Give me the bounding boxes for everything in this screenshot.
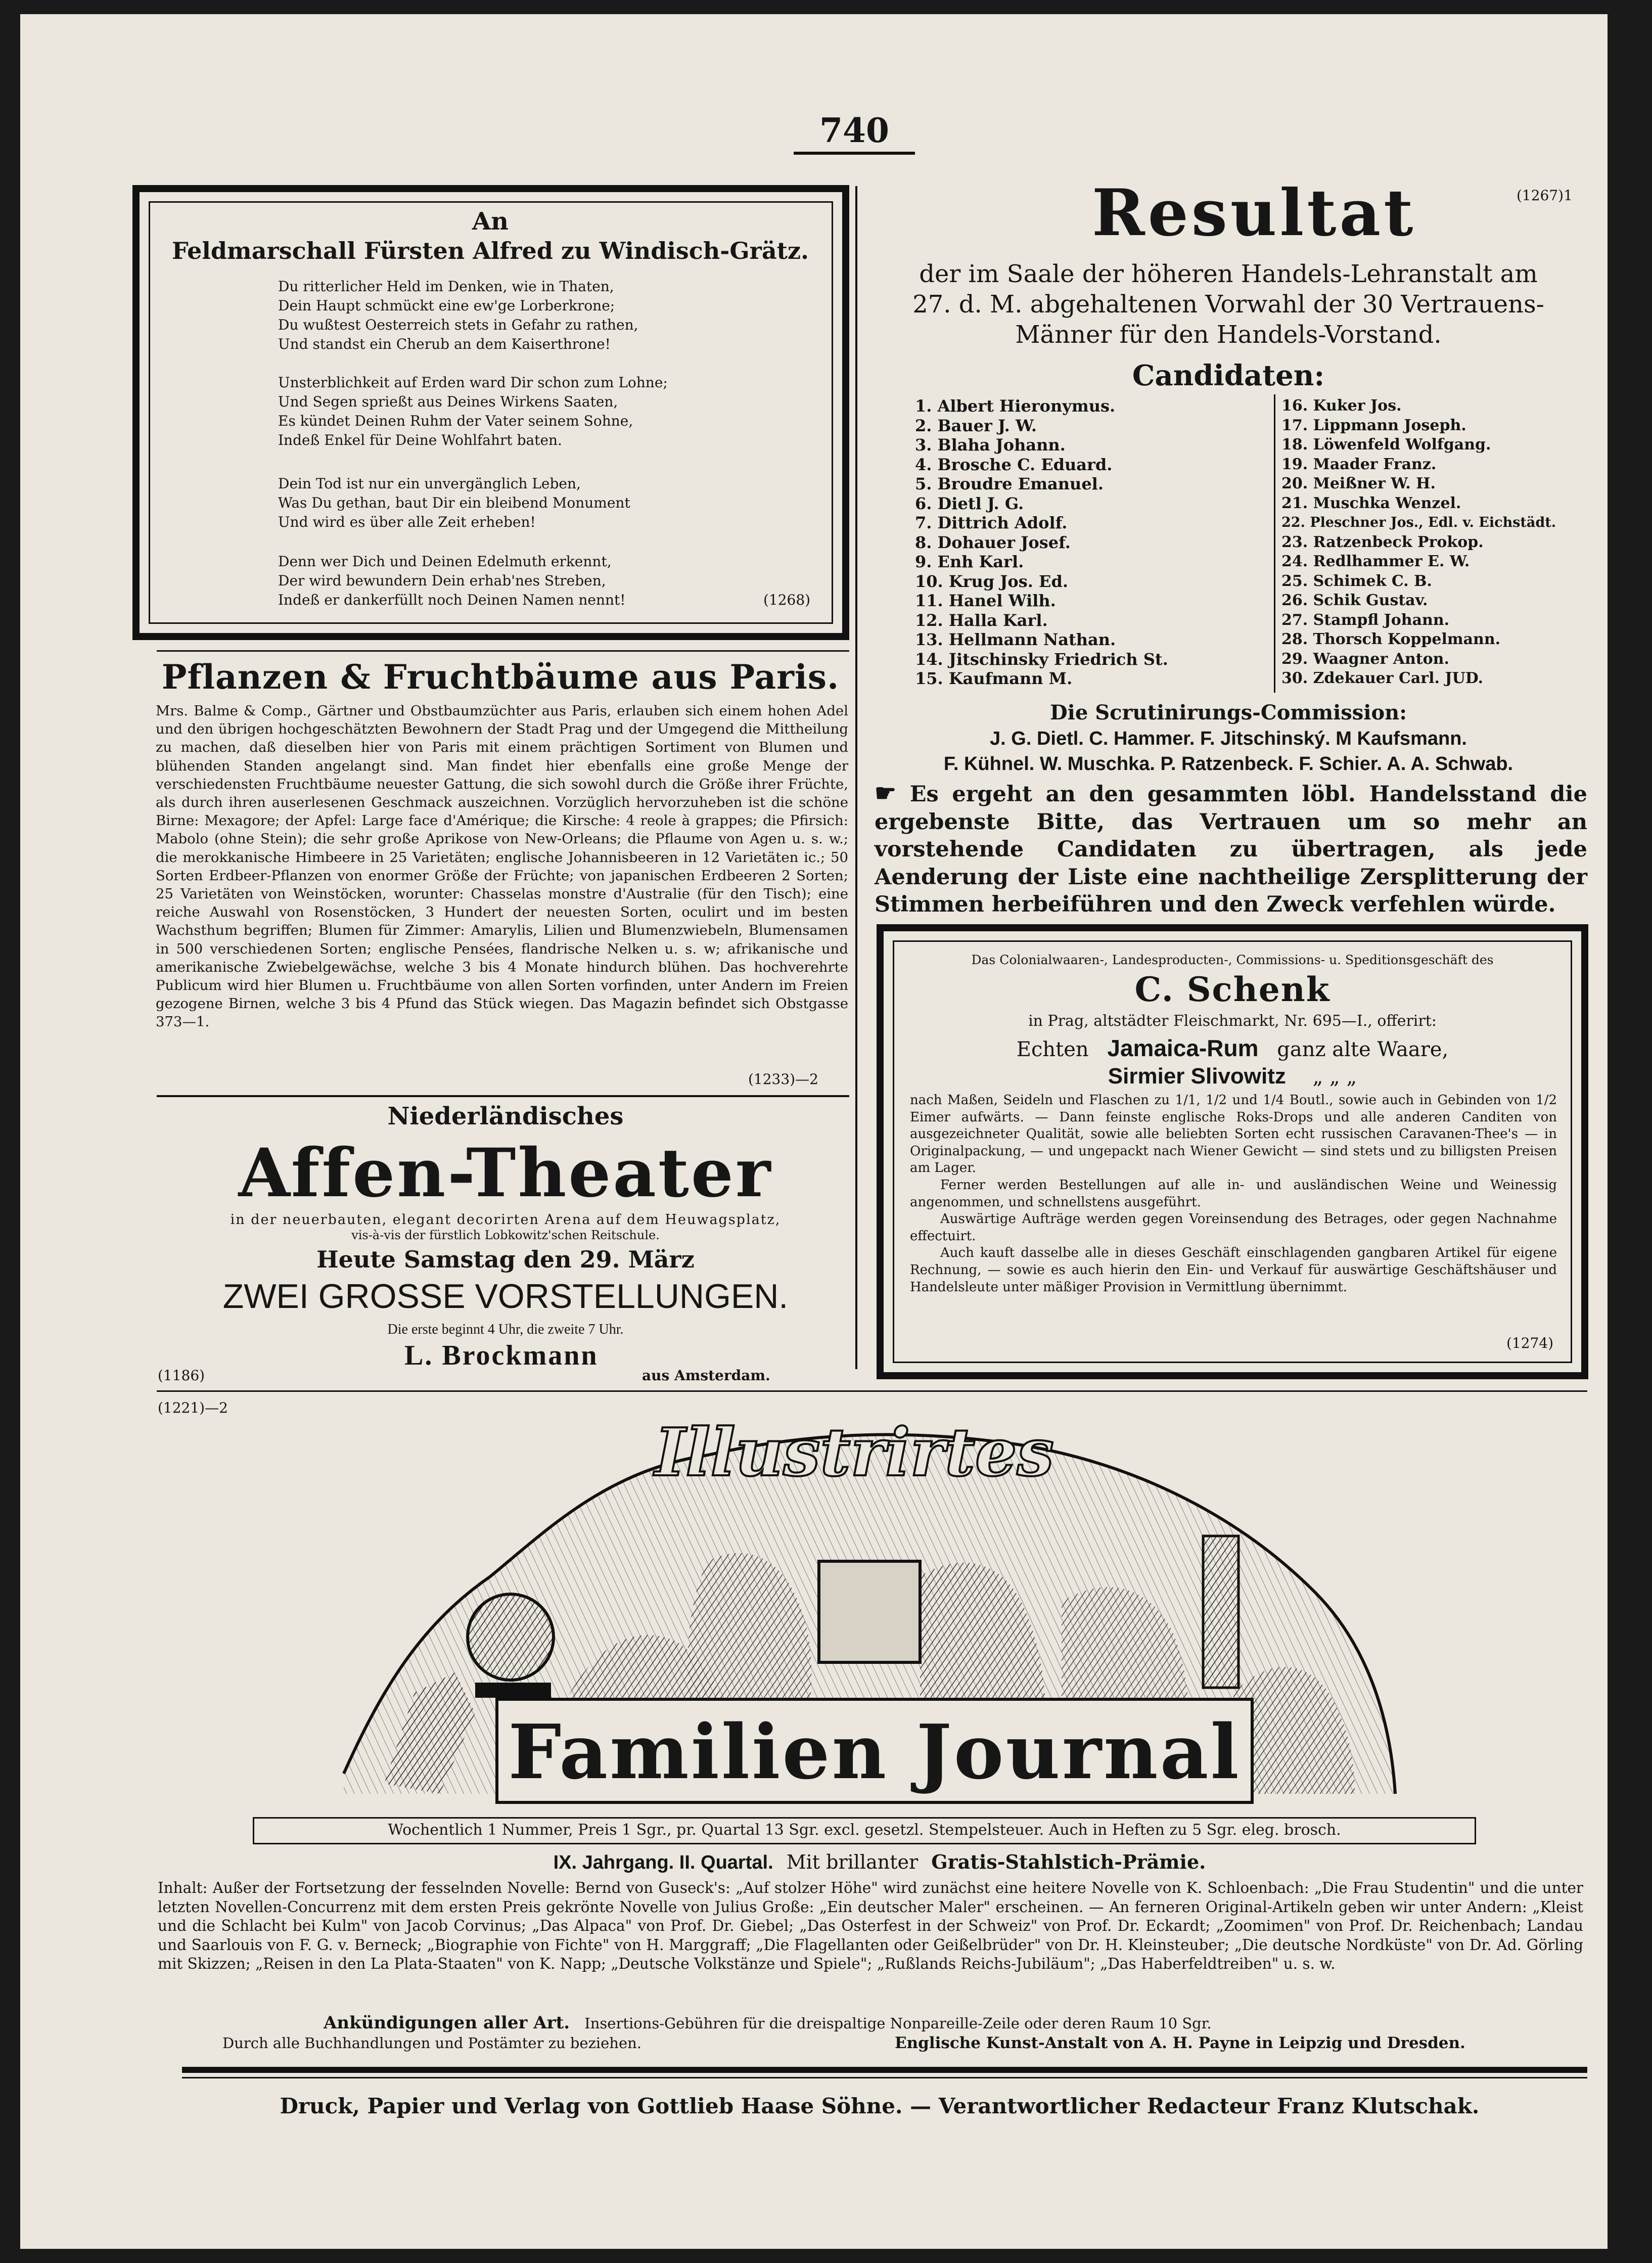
candidate-item: 1. Albert Hieronymus. — [915, 396, 1116, 416]
candidate-item: 7. Dittrich Adolf. — [915, 513, 1068, 532]
poem-line: Indeß Enkel für Deine Wohlfahrt baten. — [278, 432, 562, 448]
candidate-item: 22. Pleschner Jos., Edl. v. Eichstädt. — [1281, 515, 1556, 530]
page-number-rule — [794, 152, 915, 155]
footer-imprint: Druck, Papier und Verlag von Gottlieb Haase Söhne. — Verantwortlicher Redacteur Franz Klutschak. — [280, 2094, 1480, 2118]
schenk-paragraph: Auch kauft dasselbe alle in dieses Geschäft einschlagenden gangbaren Artikel für eigene Rechnung, — sowie es auch hierin den Ein- und Verkauf für auswärtige Geschäftshäuser und Handelsleute unter mäßiger Provision in Vermittlung übernimmt. — [910, 1245, 1557, 1295]
candidate-item: 8. Dohauer Josef. — [915, 532, 1071, 552]
footer-thick-rule — [182, 2067, 1587, 2073]
theater-line2: in der neuerbauten, elegant decorirten Arena auf dem Heuwagsplatz, — [230, 1212, 781, 1228]
candidate-item: 3. Blaha Johann. — [915, 435, 1066, 455]
journal-edition — [172, 1849, 1587, 1875]
poem-stanza-1 — [278, 277, 784, 354]
candidate-item: 4. Brosche C. Eduard. — [915, 455, 1113, 474]
journal-top-rule — [157, 1390, 1587, 1392]
candidates-heading: Candidaten: — [1132, 359, 1325, 392]
candidate-item: 16. Kuker Jos. — [1281, 397, 1402, 415]
theater-title: Affen-Theater — [238, 1134, 773, 1212]
candidate-item: 14. Jitschinsky Friedrich St. — [915, 649, 1168, 669]
result-subtitle-line: Männer für den Handels-Vorstand. — [1015, 321, 1442, 349]
poem-stanza-4 — [278, 552, 784, 610]
candidate-item: 23. Ratzenbeck Prokop. — [1281, 533, 1484, 551]
result-subtitle-line: 27. d. M. abgehaltenen Vorwahl der 30 Vertrauens- — [912, 290, 1544, 319]
journal-banner: Illustrirtes — [655, 1414, 1054, 1491]
poem-line: Indeß er dankerfüllt noch Deinen Namen nennt! — [278, 592, 626, 608]
plants-title: Pflanzen & Fruchtbäume aus Paris. — [161, 657, 840, 697]
column-divider — [855, 186, 857, 1369]
poem-title: Feldmarschall Fürsten Alfred zu Windisch-Grätz. — [171, 237, 809, 264]
journal-contents: Inhalt: Außer der Fortsetzung der fesselnden Novelle: Bernd von Guseck's: „Auf stolzer Höhe" wird zunächst eine heitere Novelle von K. Schloenbach: „Die Frau Studentin" und die unter letzten Novellen-Concurrenz mit dem ersten Preis gekrönte Novelle von Julius Große: „Ein deutscher Maler" erscheinen. — An ferneren Original-Artikeln geben wir unter Andern: „Kleist und die Schlacht bei Kulm" von Jacob Corvinus; „Das Alpaca" von Prof. Dr. Giebel; „Das Osterfest in der Schweiz" von Prof. Dr. Eckardt; „Zoomimen" von Prof. Dr. Reichenbach; Landau und Saarlouis von F. G. v. Berneck; „Biographie von Fichte" von H. Marggraff; „Die Flagellanten oder Geißelbrüder" von Dr. H. Kleinsteuber; „Die deutsche Nordküste" von Dr. Ad. Görling mit Skizzen; „Reisen in den La Plata-Staaten" von K. Napp; „Deutsche Volkstänze und Spiele"; „Rußlands Reichs-Jubiläum"; „Das Haberfeldtreiben" u. s. w. — [158, 1879, 1583, 1972]
theater-line1: Niederländisches — [387, 1102, 624, 1130]
schenk-intro: Das Colonialwaaren-, Landesproducten-, Commissions- u. Speditionsgeschäft des — [971, 953, 1494, 967]
page-number: 740 — [819, 111, 889, 150]
offer-jamaica-rum: Jamaica-Rum — [1107, 1035, 1259, 1061]
schenk-paragraph: Auswärtige Aufträge werden gegen Voreinsendung des Betrages, oder gegen Nachnahme effectuirt. — [910, 1211, 1557, 1244]
result-appeal — [875, 780, 1587, 919]
journal-publisher: Englische Kunst-Anstalt von A. H. Payne in Leipzig und Dresden. — [895, 2034, 1465, 2052]
schenk-offer-2 — [900, 1063, 1565, 1091]
poem-stanza-3 — [278, 474, 784, 532]
poem-line: Du ritterlicher Held im Denken, wie in Thaten, — [278, 278, 614, 295]
candidate-item: 17. Lippmann Joseph. — [1281, 416, 1466, 434]
candidate-item: 27. Stampfl Johann. — [1281, 611, 1450, 629]
candidate-item: 12. Halla Karl. — [915, 610, 1048, 630]
journal-ref: (1221)—2 — [158, 1399, 228, 1416]
footer-thin-rule — [182, 2077, 1587, 2078]
ads-rate: Insertions-Gebühren für die dreispaltige Nonpareille-Zeile oder deren Raum 10 Sgr. — [584, 2015, 1212, 2032]
candidate-item: 11. Hanel Wilh. — [915, 591, 1056, 610]
journal-distribution: Durch alle Buchhandlungen und Postämter zu beziehen. — [222, 2034, 642, 2052]
newspaper-page — [20, 14, 1608, 2249]
theater-origin: aus Amsterdam. — [642, 1367, 770, 1384]
offer-ditto: „ „ „ — [1312, 1065, 1357, 1089]
edition-volume: IX. Jahrgang. II. Quartal. — [553, 1852, 773, 1873]
plants-ref: (1233)—2 — [748, 1071, 818, 1088]
offer-prefix: Echten — [1016, 1038, 1089, 1061]
candidate-item: 30. Zdekauer Carl. JUD. — [1281, 669, 1484, 687]
commission-line2: F. Kühnel. W. Muschka. P. Ratzenbeck. F. Schier. A. A. Schwab. — [943, 753, 1513, 775]
schenk-address: in Prag, altstädter Fleischmarkt, Nr. 695—I., offerirt: — [1028, 1012, 1437, 1030]
result-subtitle — [869, 259, 1587, 350]
candidate-item: 26. Schik Gustav. — [1281, 592, 1428, 609]
poem-line: Dein Tod ist nur ein unvergänglich Leben, — [278, 475, 581, 492]
theater-ref: (1186) — [158, 1367, 205, 1384]
schenk-paragraph: nach Maßen, Seideln und Flaschen zu 1/1, 1/2 und 1/4 Boutl., sowie auch in Gebinden von 1/2 Eimer aufwärts. — Dann feinste englische Roks-Drops und alle anderen Canditen von ausgezeichneter Qualität, sowie alle beliebten Sorten echt russischen Caravanen-Thee's — in Originalpackung, — und ungepackt nach Wiener Gewicht — sind stets und zu billigsten Preisen am Lager. — [910, 1093, 1557, 1176]
schenk-body — [910, 1092, 1557, 1296]
poem-line: Unsterblichkeit auf Erden ward Dir schon zum Lohne; — [278, 374, 668, 391]
commission-heading: Die Scrutinirungs-Commission: — [1049, 701, 1407, 725]
result-subtitle-line: der im Saale der höheren Handels-Lehranstalt am — [919, 260, 1538, 288]
theater-times: Die erste beginnt 4 Uhr, die zweite 7 Uhr. — [387, 1322, 624, 1337]
candidate-item: 2. Bauer J. W. — [915, 416, 1037, 435]
candidate-item: 9. Enh Karl. — [915, 552, 1024, 571]
plants-bottom-rule — [157, 1095, 849, 1097]
candidates-left-list — [915, 396, 1269, 689]
candidate-item: 19. Maader Franz. — [1281, 455, 1437, 473]
candidate-item: 28. Thorsch Koppelmann. — [1281, 630, 1501, 648]
candidate-item: 25. Schimek C. B. — [1281, 572, 1432, 590]
candidate-item: 18. Löwenfeld Wolfgang. — [1281, 436, 1491, 454]
offer-slivowitz: Sirmier Slivowitz — [1108, 1064, 1286, 1089]
candidate-item: 10. Krug Jos. Ed. — [915, 571, 1068, 591]
candidates-divider — [1274, 394, 1275, 693]
candidate-item: 21. Muschka Wenzel. — [1281, 494, 1461, 512]
theater-name: L. Brockmann — [404, 1340, 599, 1371]
result-title: Resultat — [1092, 175, 1416, 250]
journal-title: Familien Journal — [508, 1708, 1241, 1796]
result-ref: (1267)1 — [1517, 187, 1573, 204]
commission-line1: J. G. Dietl. C. Hammer. F. Jitschinský. M Kaufsmann. — [990, 728, 1467, 749]
candidate-item: 20. Meißner W. H. — [1281, 475, 1436, 492]
poem-line: Und standst ein Cherub an dem Kaiserthrone! — [278, 336, 611, 352]
journal-ads — [324, 2013, 1587, 2033]
poem-ref: (1268) — [763, 592, 811, 608]
poem-line: Und Segen sprießt aus Deines Wirkens Saaten, — [278, 393, 618, 410]
candidate-item: 15. Kaufmann M. — [915, 669, 1073, 688]
plants-top-rule — [157, 650, 849, 652]
poem-line: Was Du gethan, baut Dir ein bleibend Monument — [278, 494, 630, 511]
theater-line3: vis-à-vis der fürstlich Lobkowitz'schen Reitschule. — [351, 1228, 660, 1242]
schenk-offer-1 — [900, 1034, 1565, 1063]
candidate-item: 24. Redlhammer E. W. — [1281, 553, 1470, 570]
journal-price: Wochentlich 1 Nummer, Preis 1 Sgr., pr. Quartal 13 Sgr. excl. gesetzl. Stempelsteuer. Auch in Heften zu 5 Sgr. eleg. brosch. — [388, 1821, 1341, 1839]
candidate-item: 13. Hellmann Nathan. — [915, 630, 1116, 649]
edition-premium: Gratis-Stahlstich-Prämie. — [931, 1850, 1206, 1873]
poem-line: Du wußtest Oesterreich stets in Gefahr zu rathen, — [278, 316, 638, 333]
poem-line: Dein Haupt schmückt eine ew'ge Lorberkrone; — [278, 297, 615, 314]
candidate-item: 5. Broudre Emanuel. — [915, 474, 1104, 493]
poem-heading: An — [472, 207, 509, 236]
poem-line: Denn wer Dich und Deinen Edelmuth erkennt, — [278, 553, 612, 570]
plants-body: Mrs. Balme & Comp., Gärtner und Obstbaumzüchter aus Paris, erlauben sich einem hohen Adel und den übrigen hochgeschätzten Bewohnern der Stadt Prag und der Umgegend die Mittheilung zu machen, daß dieselben hier von Paris mit einem prächtigen Sortiment von Blumen und blühenden Standen angelangt sind. Man findet hier ebenfalls eine große Menge der verschiedensten Fruchtbäume neuester Gattung, die sich sowohl durch die Größe ihrer Früchte, als durch ihren auserlesenen Geschmack auszeichnen. Vorzüglich hervorzuheben ist die schöne Birne: Mexagore; der Apfel: Large face d'Amérique; die Kirsche: 4 reole à grappes; die Pfirsich: Mabolo (ohne Stein); die sehr große Aprikose von New-Orleans; die Pflaume von Agen u. s. w.; die merokkanische Himbeere in 25 Varietäten; englische Johannisbeeren in 12 Varietäten ic.; 50 Sorten Erdbeer-Pflanzen von enormer Größe der Früchte; von japanischen Erdbeeren 2 Sorten; 25 Varietäten von Weinstöcken, worunter: Chasselas monstre d'Australie (für den Tisch); eine reiche Auswahl von Rosenstöcken, 3 Hundert der neuesten Sorten, oculirt und im besten Wachsthum begriffen; Blumen für Zimmer: Amarylis, Lilien und Blumenzwiebeln, Blumensamen in 500 verschiedenen Sorten; englische Pensées, flandrische Nelken u. s. w; afrikanische und amerikanische Zwiebelgewächse, welche 3 bis 4 Monate hindurch blühen. Das hochverehrte Publicum wird hier Blumen u. Fruchtbäume von allen Sorten vorfinden, unter Andern im Freien gezogene Birnen, welche 3 bis 4 Pfund das Stück wiegen. Das Magazin befindet sich Obstgasse 373—1. — [156, 703, 848, 1030]
schenk-name: C. Schenk — [1134, 970, 1330, 1009]
poem-stanza-2 — [278, 373, 784, 450]
poem-line: Es kündet Deinen Ruhm der Vater seinem Sohne, — [278, 413, 633, 429]
result-appeal-text: Es ergeht an den gesammten löbl. Handelsstand die ergebenste Bitte, das Vertrauen um so mehr an vorstehende Candidaten zu übertragen, als jede Aenderung der Liste eine nachtheilige Zersplitterung der Stimmen herbeiführen und den Zweck verfehlen würde. — [875, 782, 1587, 917]
schenk-ref: (1274) — [1506, 1335, 1554, 1351]
schenk-paragraph: Ferner werden Bestellungen auf alle in- und ausländischen Weine und Weinessig angenommen, und schnellstens ausgeführt. — [910, 1177, 1557, 1210]
ads-heading: Ankündigungen aller Art. — [324, 2013, 570, 2033]
theater-shows: ZWEI GROSSE VORSTELLUNGEN. — [222, 1277, 789, 1316]
poem-line: Und wird es über alle Zeit erheben! — [278, 514, 536, 530]
pointing-hand-icon: ☛ — [875, 779, 897, 807]
edition-with: Mit brillanter — [786, 1851, 919, 1873]
theater-date: Heute Samstag den 29. März — [316, 1246, 695, 1273]
candidates-right-list — [1281, 396, 1595, 689]
poem-line: Der wird bewundern Dein erhab'nes Streben, — [278, 572, 606, 589]
candidate-item: 6. Dietl J. G. — [915, 493, 1024, 513]
offer-suffix: ganz alte Waare, — [1277, 1038, 1449, 1061]
candidate-item: 29. Waagner Anton. — [1281, 650, 1449, 668]
